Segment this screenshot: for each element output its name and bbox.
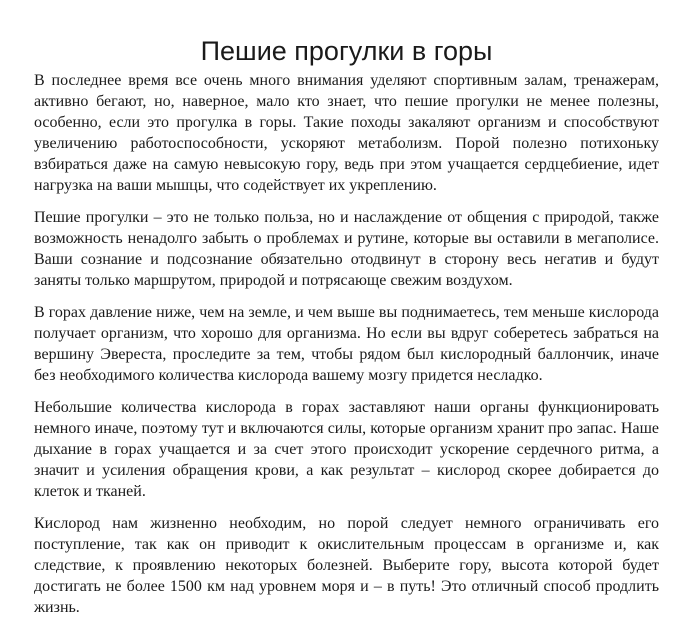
document-title: Пешие прогулки в горы xyxy=(200,36,493,66)
paragraph-1: В последнее время все очень много внимания уделяют спортивным залам, тренажерам, активно бегают, но, наверное, мало кто знает, что пешие прогулки не менее полезны, особенно, если это прогулка в горы. Такие походы закаляют организм и способствуют увеличению работоспособности, ускоряют метаболизм. Порой полезно потихоньку взбираться даже на самую невысокую гору, ведь при этом учащается сердцебиение, идет нагрузка на ваши мышцы, что содействует их укреплению. xyxy=(34,72,659,194)
paragraph-2: Пешие прогулки – это не только польза, но и наслаждение от общения с природой, также возможность ненадолго забыть о проблемах и рутине, которые вы оставили в мегаполисе. Ваши сознание и подсознание обязательно отодвинут в сторону весь негатив и будут заняты только маршрутом, природой и потрясающе свежим воздухом. xyxy=(34,209,659,289)
paragraph-4: Небольшие количества кислорода в горах заставляют наши органы функционировать немного иначе, поэтому тут и включаются силы, которые организм хранит про запас. Наше дыхание в горах учащается и за счет этого происходит ускорение сердечного ритма, а значит и усиления обращения крови, а как результат – кислород скорее добирается до клеток и тканей. xyxy=(34,399,659,500)
paragraph-5: Кислород нам жизненно необходим, но порой следует немного ограничивать его поступление, так как он приводит к окислительным процессам в организме и, как следствие, к проявлению некоторых болезней. Выберите гору, высота которой будет достигать не более 1500 км над уровнем моря и – в путь! Это отличный способ продлить жизнь. xyxy=(34,515,659,616)
paragraph-3: В горах давление ниже, чем на земле, и чем выше вы поднимаетесь, тем меньше кислорода получает организм, что хорошо для организма. Но если вы вдруг соберетесь забраться на вершину Эвереста, проследите за тем, чтобы рядом был кислородный баллончик, иначе без необходимого количества кислорода вашему мозгу придется несладко. xyxy=(34,304,659,384)
